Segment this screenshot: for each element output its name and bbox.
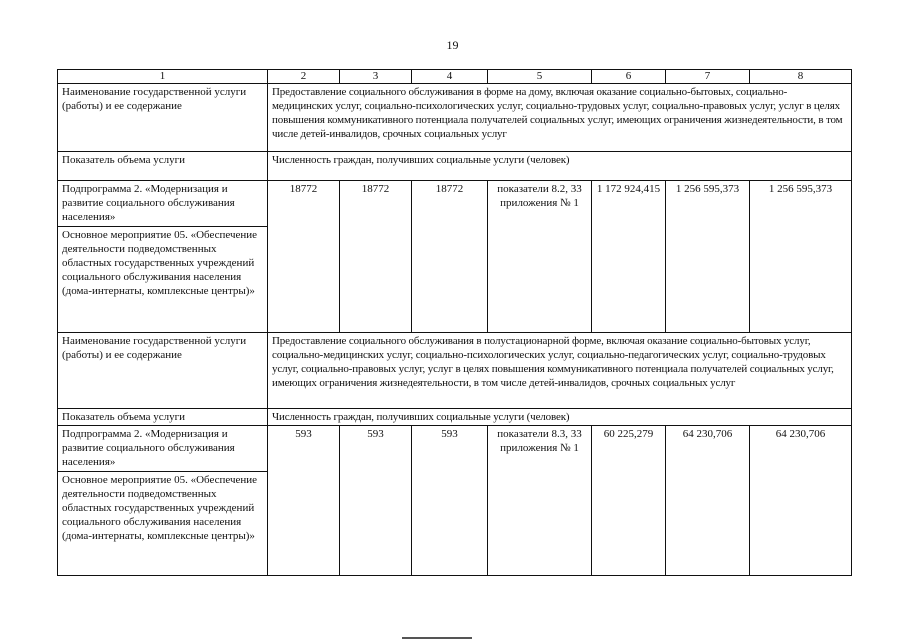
volume-indicator-value: Численность граждан, получивших социальные услуги (человек): [268, 409, 852, 426]
indicator-reference: показатели 8.2, 33 приложения № 1: [488, 181, 592, 333]
activity-label: Основное мероприятие 05. «Обеспечение деятельности подведомственных областных государственных учреждений социального обслуживания населения (дома-интернаты, комплексные центры)»: [58, 472, 268, 576]
service-name-label: Наименование государственной услуги (работы) и ее содержание: [58, 333, 268, 409]
column-number-row: [58, 70, 852, 84]
column-header-2: 2: [268, 70, 340, 84]
column-header-7: 7: [666, 70, 750, 84]
value-col-8: 64 230,706: [750, 426, 852, 576]
value-col-2: 18772: [268, 181, 340, 333]
value-col-7: 64 230,706: [666, 426, 750, 576]
volume-indicator-row: [58, 152, 852, 181]
value-col-4: 593: [412, 426, 488, 576]
services-table: [57, 69, 852, 576]
column-header-5: 5: [488, 70, 592, 84]
service-name-label: Наименование государственной услуги (работы) и ее содержание: [58, 84, 268, 152]
value-col-6: 1 172 924,415: [592, 181, 666, 333]
volume-indicator-row: [58, 409, 852, 426]
column-header-4: 4: [412, 70, 488, 84]
service-name-row: [58, 333, 852, 409]
volume-indicator-label: Показатель объема услуги: [58, 152, 268, 181]
service-name-value: Предоставление социального обслуживания в форме на дому, включая оказание социально-бытовых, социально-медицинских услуг, социально-психологических услуг, социально-трудовых услуг, социально-правовых услуг, услуг в целях повышения коммуникативного потенциала получателей социальных услуг, имеющих ограничения жизнедеятельности, в том числе детей-инвалидов, срочных социальных услуг: [268, 84, 852, 152]
subprogram-row: [58, 181, 852, 227]
column-header-3: 3: [340, 70, 412, 84]
service-name-row: [58, 84, 852, 152]
value-col-6: 60 225,279: [592, 426, 666, 576]
value-col-2: 593: [268, 426, 340, 576]
page-number: 19: [446, 38, 459, 52]
subprogram-label: Подпрограмма 2. «Модернизация и развитие социального обслуживания населения»: [58, 426, 268, 472]
column-header-1: 1: [58, 70, 268, 84]
volume-indicator-value: Численность граждан, получивших социальные услуги (человек): [268, 152, 852, 181]
page-edge-mark: [402, 637, 472, 639]
column-header-6: 6: [592, 70, 666, 84]
value-col-8: 1 256 595,373: [750, 181, 852, 333]
activity-label: Основное мероприятие 05. «Обеспечение деятельности подведомственных областных государственных учреждений социального обслуживания населения (дома-интернаты, комплексные центры)»: [58, 227, 268, 333]
service-name-value: Предоставление социального обслуживания в полустационарной форме, включая оказание социально-бытовых услуг, социально-медицинских услуг, социально-психологических услуг, социально-педагогических услуг, социально-трудовых услуг, социально-правовых услуг, услуг в целях повышения коммуникативного потенциала получателей социальных услуг, имеющих ограничения жизнедеятельности, в том числе детей-инвалидов, срочных социальных услуг: [268, 333, 852, 409]
value-col-4: 18772: [412, 181, 488, 333]
value-col-3: 593: [340, 426, 412, 576]
subprogram-label: Подпрограмма 2. «Модернизация и развитие социального обслуживания населения»: [58, 181, 268, 227]
volume-indicator-label: Показатель объема услуги: [58, 409, 268, 426]
value-col-3: 18772: [340, 181, 412, 333]
indicator-reference: показатели 8.3, 33 приложения № 1: [488, 426, 592, 576]
subprogram-row: [58, 426, 852, 472]
column-header-8: 8: [750, 70, 852, 84]
value-col-7: 1 256 595,373: [666, 181, 750, 333]
